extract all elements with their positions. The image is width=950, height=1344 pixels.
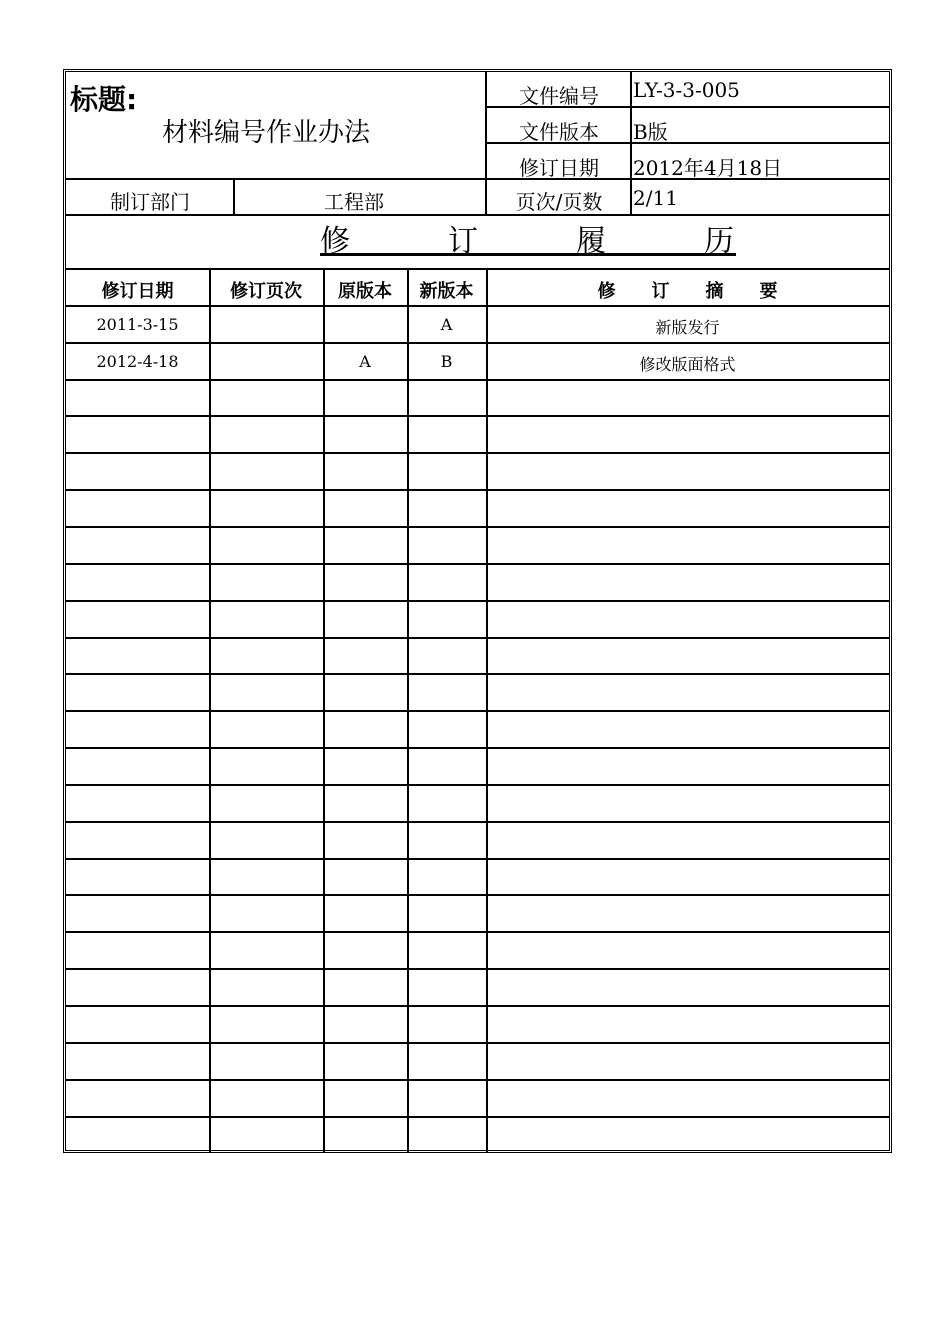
table-row-rule bbox=[66, 600, 889, 602]
table-row-rule bbox=[66, 379, 889, 381]
table-header-cell: 修订页次 bbox=[230, 281, 302, 302]
header-divider bbox=[233, 178, 235, 215]
table-row-rule bbox=[66, 894, 889, 896]
file-version-label: 文件版本 bbox=[519, 120, 599, 144]
table-cell: 修改版面格式 bbox=[639, 355, 736, 374]
file-number-label: 文件编号 bbox=[519, 84, 599, 108]
table-header-cell: 新版本 bbox=[419, 281, 474, 302]
revision-history-title: 修 订 履 历 bbox=[320, 224, 736, 259]
table-row-rule bbox=[66, 1042, 889, 1044]
table-row-rule bbox=[66, 968, 889, 970]
table-cell: B bbox=[440, 352, 453, 371]
table-row-rule bbox=[66, 1005, 889, 1007]
title-label: 标题: bbox=[70, 83, 138, 116]
file-version-value: B版 bbox=[633, 120, 668, 144]
page-count-value: 2/11 bbox=[633, 186, 678, 210]
table-row-rule bbox=[66, 342, 889, 344]
dept-value: 工程部 bbox=[324, 190, 384, 214]
table-row-rule bbox=[66, 710, 889, 712]
table-row-rule bbox=[66, 747, 889, 749]
table-row-rule bbox=[66, 489, 889, 491]
table-row-rule bbox=[66, 452, 889, 454]
table-row-rule bbox=[66, 858, 889, 860]
dept-label: 制订部门 bbox=[110, 190, 190, 214]
table-cell: A bbox=[440, 315, 453, 334]
table-row-rule bbox=[66, 1116, 889, 1118]
revision-date-value: 2012年4月18日 bbox=[633, 156, 783, 180]
revision-date-label: 修订日期 bbox=[519, 156, 599, 180]
table-row-rule bbox=[66, 526, 889, 528]
table-row-rule bbox=[66, 637, 889, 639]
table-row-rule bbox=[66, 415, 889, 417]
table-row-rule bbox=[66, 784, 889, 786]
file-number-value: LY-3-3-005 bbox=[633, 78, 740, 102]
table-cell: 新版发行 bbox=[655, 318, 720, 337]
table-cell: A bbox=[359, 352, 371, 371]
table-row-rule bbox=[66, 305, 889, 307]
table-header-cell: 原版本 bbox=[338, 281, 392, 302]
table-row-rule bbox=[66, 1079, 889, 1081]
table-row-rule bbox=[66, 821, 889, 823]
table-cell: 2011-3-15 bbox=[96, 315, 179, 334]
table-row-rule bbox=[66, 673, 889, 675]
table-row-rule bbox=[66, 563, 889, 565]
table-header-cell: 修订日期 bbox=[101, 281, 174, 302]
page-count-label: 页次/页数 bbox=[515, 190, 603, 214]
table-header-cell: 修 订 摘 要 bbox=[597, 281, 778, 302]
table-row-rule bbox=[66, 931, 889, 933]
document-title: 材料编号作业办法 bbox=[162, 118, 371, 148]
table-column-divider bbox=[485, 178, 487, 215]
table-cell: 2012-4-18 bbox=[96, 352, 179, 371]
section-rule bbox=[66, 268, 889, 270]
